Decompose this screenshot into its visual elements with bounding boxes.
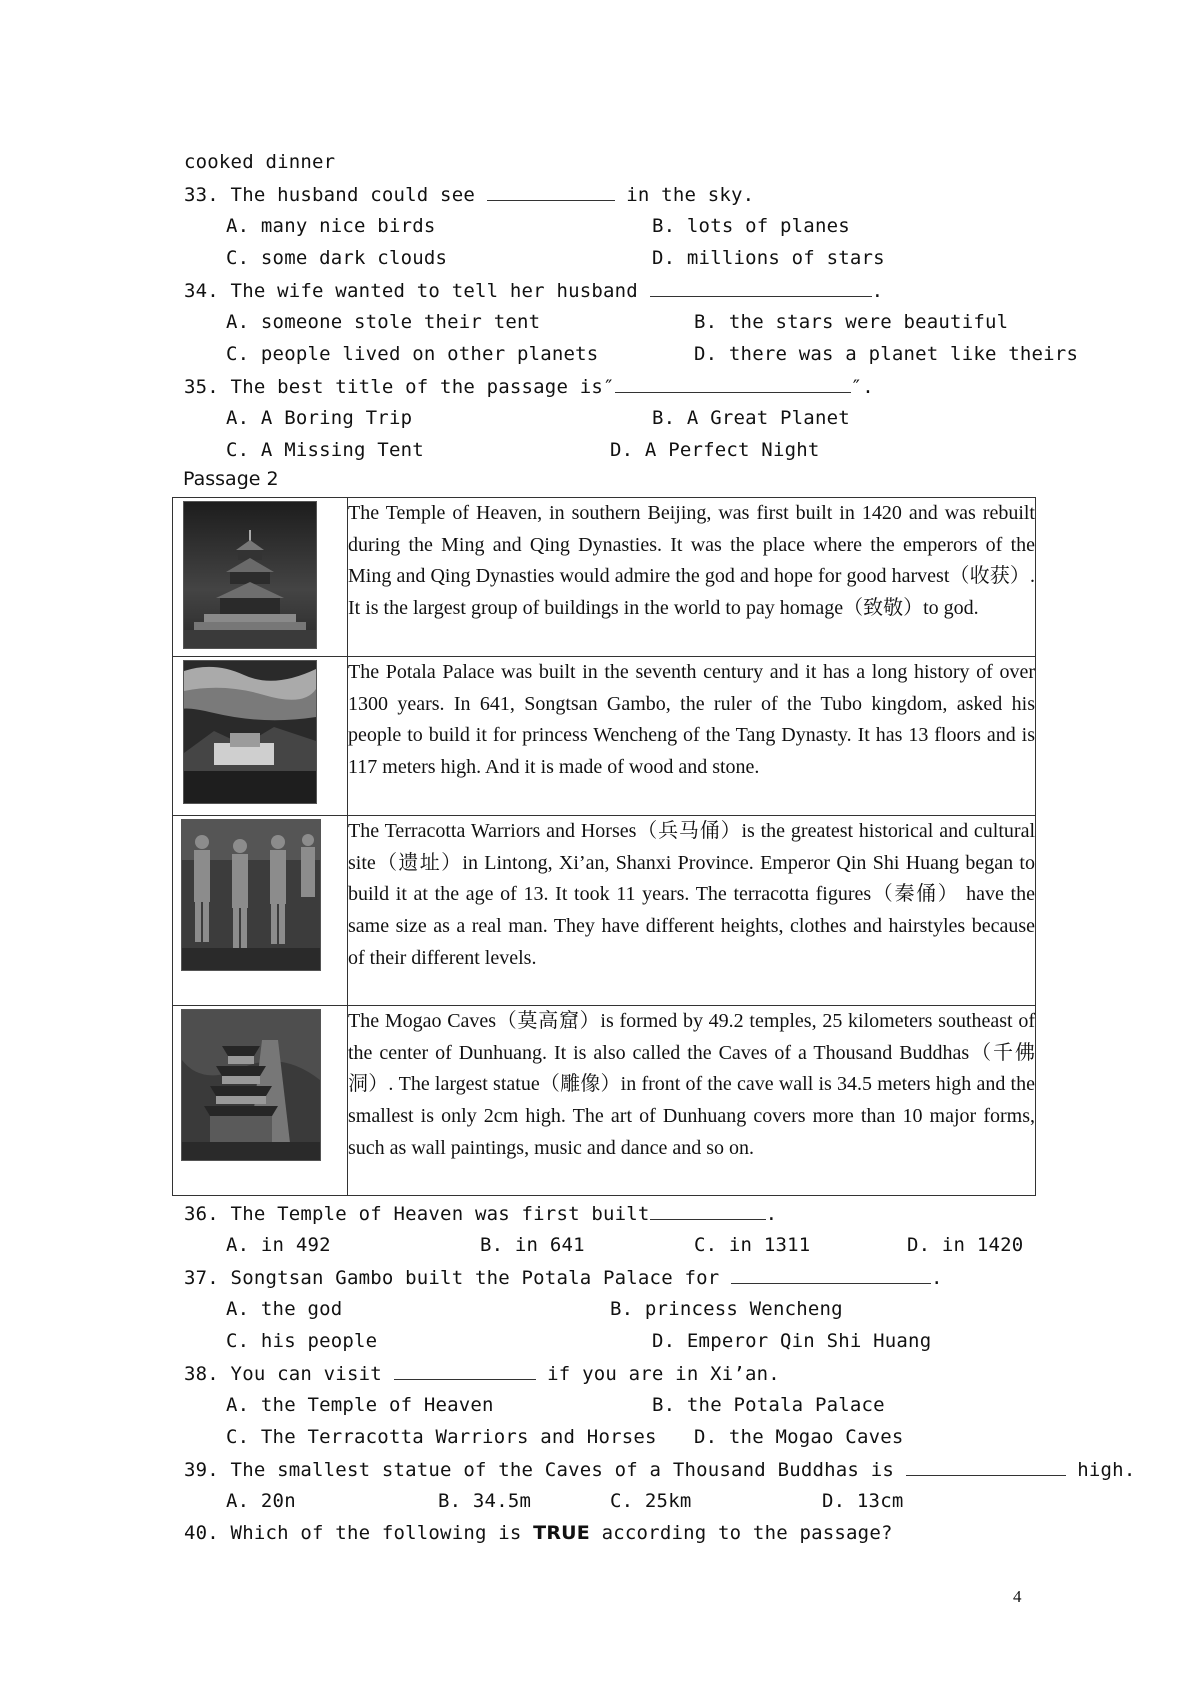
image-cell [173,498,348,657]
option-36-c: C. in 1311 [694,1234,811,1256]
option-36-b: B. in 641 [480,1234,585,1256]
emphasis-true: TRUE [533,1522,590,1544]
mogao-caves-text: The Mogao Caves（莫高窟）is formed by 49.2 temples, 25 kilometers southeast of the center of Dunhuang. It is also called the Caves of a Thousand Buddhas（千佛洞）. The largest statue（雕像）in front of the cave wall is 34.5 meters high and the smallest is only 2cm high. The art of Dunhuang covers more than 10 major forms, such as wall paintings, music and dance and so on. [348,1006,1036,1196]
table-row [173,498,1036,657]
question-37: 37. Songtsan Gambo built the Potala Palace for . [184,1267,943,1289]
text-line: cooked dinner [184,151,336,173]
option-35-a: A. A Boring Trip [226,407,413,429]
question-38: 38. You can visit if you are in Xi’an. [184,1363,780,1385]
option-39-c: C. 25km [610,1490,692,1512]
answer-blank [906,1457,1066,1476]
option-36-a: A. in 492 [226,1234,331,1256]
question-40: 40. Which of the following is TRUE according to the passage? [184,1522,893,1544]
passage-heading: Passage 2 [183,468,279,490]
option-39-b: B. 34.5m [438,1490,532,1512]
option-37-c: C. his people [226,1330,378,1352]
option-38-d: D. the Mogao Caves [694,1426,904,1448]
temple-of-heaven-text: The Temple of Heaven, in southern Beijing, was first built in 1420 and was rebuilt during the Ming and Qing Dynasties. It was the place where the emperors of the Ming and Qing Dynasties would admire the god and hope for good harvest（收获）. It is the largest group of buildings in the world to pay homage（致敬）to god. [348,498,1036,657]
passage-table [172,497,1036,1196]
image-cell [173,816,348,1006]
answer-blank [394,1361,536,1380]
option-38-b: B. the Potala Palace [652,1394,885,1416]
option-35-b: B. A Great Planet [652,407,850,429]
mogao-caves-photo [181,1009,321,1161]
terracotta-warriors-photo [181,819,321,971]
image-cell [173,657,348,816]
terracotta-warriors-text: The Terracotta Warriors and Horses（兵马俑）is the greatest historical and cultural site（遗址）in Lintong, Xi’an, Shanxi Province. Emperor Qin Shi Huang began to build it at the age of 13. It took 11 years. The terracotta figures（秦俑） have the same size as a real man. They have different heights, clothes and hairstyles because of their different levels. [348,816,1036,1006]
option-34-b: B. the stars were beautiful [694,311,1009,333]
answer-blank [650,1201,766,1220]
option-33-b: B. lots of planes [652,215,850,237]
answer-blank [731,1265,931,1284]
option-34-d: D. there was a planet like theirs [694,343,1079,365]
answer-blank [650,278,872,297]
question-33: 33. The husband could see in the sky. [184,184,755,206]
option-38-a: A. the Temple of Heaven [226,1394,494,1416]
question-35: 35. The best title of the passage is″ ″. [184,376,874,398]
table-row [173,816,1036,1006]
option-33-c: C. some dark clouds [226,247,448,269]
option-37-d: D. Emperor Qin Shi Huang [652,1330,932,1352]
option-35-c: C. A Missing Tent [226,439,424,461]
potala-palace-photo [183,660,317,804]
answer-blank [615,374,851,393]
option-35-d: D. A Perfect Night [610,439,820,461]
option-39-d: D. 13cm [822,1490,904,1512]
option-38-c: C. The Terracotta Warriors and Horses [226,1426,657,1448]
answer-blank [487,182,615,201]
table-row [173,657,1036,816]
option-39-a: A. 20n [226,1490,296,1512]
temple-of-heaven-photo [183,501,317,649]
option-33-a: A. many nice birds [226,215,436,237]
question-39: 39. The smallest statue of the Caves of a Thousand Buddhas is high. [184,1459,1136,1481]
question-34: 34. The wife wanted to tell her husband . [184,280,884,302]
question-36: 36. The Temple of Heaven was first built . [184,1203,778,1225]
option-37-a: A. the god [226,1298,343,1320]
option-36-d: D. in 1420 [907,1234,1024,1256]
option-37-b: B. princess Wencheng [610,1298,843,1320]
option-33-d: D. millions of stars [652,247,885,269]
option-34-c: C. people lived on other planets [226,343,599,365]
potala-palace-text: The Potala Palace was built in the seventh century and it has a long history of over 1300 years. In 641, Songtsan Gambo, the ruler of the Tubo kingdom, asked his people to build it for princess Wencheng of the Tang Dynasty. It has 13 floors and is 117 meters high. And it is made of wood and stone. [348,657,1036,816]
image-cell [173,1006,348,1196]
page-number: 4 [1013,1587,1022,1606]
option-34-a: A. someone stole their tent [226,311,541,333]
table-row [173,1006,1036,1196]
